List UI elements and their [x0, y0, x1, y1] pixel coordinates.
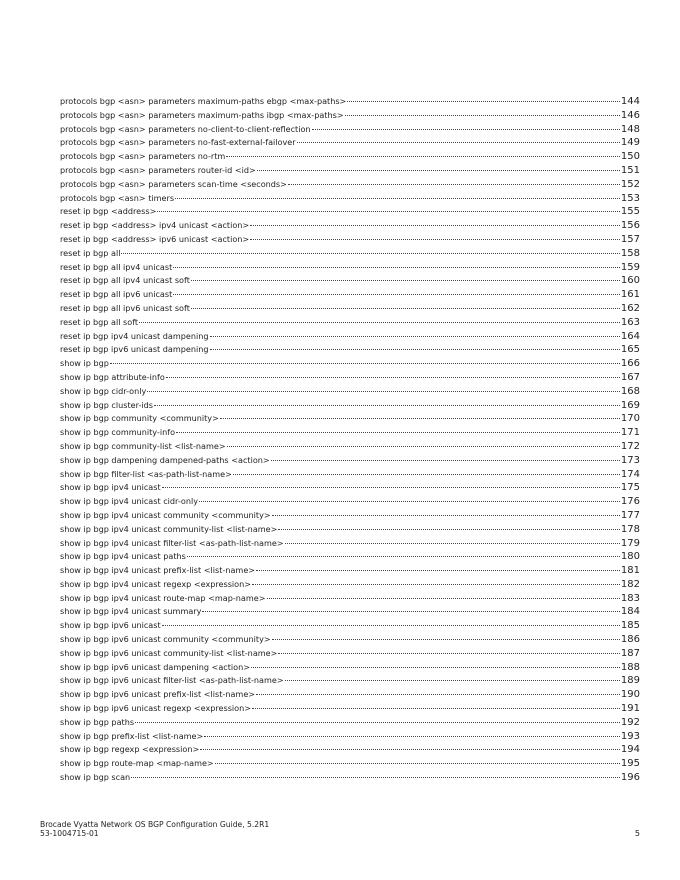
toc-entry-title[interactable]: show ip bgp scan: [60, 772, 131, 783]
toc-entry[interactable]: [60, 164, 640, 178]
toc-leader-dots: [173, 267, 620, 268]
toc-entry[interactable]: [60, 123, 640, 137]
toc-entry-title[interactable]: show ip bgp community-info: [60, 427, 176, 438]
toc-entry[interactable]: [60, 509, 640, 523]
toc-entry-title[interactable]: reset ip bgp all ipv4 unicast soft: [60, 275, 190, 286]
toc-entry-page[interactable]: 157: [620, 233, 640, 245]
toc-entry-title[interactable]: show ip bgp prefix-list <list-name>: [60, 730, 204, 741]
page-footer: [40, 820, 640, 838]
toc-entry-page[interactable]: 169: [620, 399, 640, 411]
toc-leader-dots: [272, 639, 620, 640]
footer-page-number: 5: [634, 829, 640, 838]
toc-entry[interactable]: [60, 357, 640, 371]
toc-entry-title[interactable]: protocols bgp <asn> parameters maximum-paths ibgp <max-paths>: [60, 109, 344, 120]
toc-leader-dots: [121, 253, 619, 254]
toc-entry[interactable]: [60, 578, 640, 592]
toc-entry-title[interactable]: show ip bgp route-map <map-name>: [60, 758, 214, 769]
toc-entry[interactable]: [60, 233, 640, 247]
toc-entry-title[interactable]: reset ip bgp ipv4 unicast dampening: [60, 330, 209, 341]
toc-entry[interactable]: [60, 302, 640, 316]
toc-entry-page[interactable]: 188: [620, 661, 640, 673]
toc-entry-title[interactable]: show ip bgp paths: [60, 716, 135, 727]
toc-entry-title[interactable]: show ip bgp ipv4 unicast prefix-list <list-name>: [60, 565, 256, 576]
toc-leader-dots: [252, 708, 620, 709]
toc-entry-title[interactable]: protocols bgp <asn> parameters router-id <id>: [60, 164, 256, 175]
toc-entry-page[interactable]: 193: [620, 730, 640, 742]
toc-entry[interactable]: [60, 109, 640, 123]
toc-entry[interactable]: [60, 247, 640, 261]
toc-leader-dots: [285, 543, 620, 544]
toc-leader-dots: [162, 487, 620, 488]
toc-entry[interactable]: [60, 150, 640, 164]
toc-entry[interactable]: [60, 592, 640, 606]
toc-entry[interactable]: [60, 481, 640, 495]
toc-entry-page[interactable]: 165: [620, 344, 640, 356]
toc-entry-page[interactable]: 177: [620, 509, 640, 521]
toc-entry[interactable]: [60, 426, 640, 440]
toc-entry-title[interactable]: reset ip bgp all: [60, 247, 121, 258]
toc-leader-dots: [135, 722, 620, 723]
toc-entry-page[interactable]: 159: [620, 261, 640, 273]
footer-guide-title: Brocade Vyatta Network OS BGP Configuration Guide, 5.2R1: [40, 820, 270, 829]
toc-entry-page[interactable]: 164: [620, 330, 640, 342]
toc-entry-page[interactable]: 144: [620, 96, 640, 107]
toc-entry-page[interactable]: 184: [620, 606, 640, 618]
toc-leader-dots: [210, 349, 620, 350]
toc-entry-title[interactable]: show ip bgp attribute-info: [60, 371, 165, 382]
toc-entry-title[interactable]: show ip bgp ipv4 unicast regexp <expression>: [60, 578, 252, 589]
toc-entry[interactable]: [60, 716, 640, 730]
toc-entry-page[interactable]: 166: [620, 358, 640, 370]
toc-entry[interactable]: [60, 316, 640, 330]
toc-entry-title[interactable]: show ip bgp ipv6 unicast: [60, 620, 161, 631]
toc-entry-title[interactable]: reset ip bgp all ipv4 unicast: [60, 261, 173, 272]
toc-entry-title[interactable]: show ip bgp community <community>: [60, 413, 219, 424]
toc-entry[interactable]: [60, 385, 640, 399]
toc-entry[interactable]: [60, 688, 640, 702]
toc-entry-page[interactable]: 174: [620, 468, 640, 480]
toc-entry-title[interactable]: reset ip bgp <address>: [60, 206, 157, 217]
toc-entry-page[interactable]: 156: [620, 220, 640, 232]
toc-leader-dots: [272, 515, 620, 516]
toc-entry[interactable]: [60, 343, 640, 357]
toc-leader-dots: [271, 460, 620, 461]
toc-entry-page[interactable]: 176: [620, 496, 640, 508]
toc-leader-dots: [110, 363, 620, 364]
toc-leader-dots: [288, 184, 620, 185]
toc-leader-dots: [250, 239, 620, 240]
toc-entry-page[interactable]: 162: [620, 302, 640, 314]
toc-leader-dots: [226, 156, 620, 157]
toc-entry-title[interactable]: show ip bgp cluster-ids: [60, 399, 153, 410]
toc-entry[interactable]: [60, 537, 640, 551]
toc-entry-title[interactable]: show ip bgp ipv4 unicast route-map <map-name>: [60, 592, 266, 603]
toc-entry-page[interactable]: 146: [620, 109, 640, 121]
toc-leader-dots: [250, 225, 620, 226]
toc-entry-title[interactable]: protocols bgp <asn> parameters maximum-paths ebgp <max-paths>: [60, 96, 347, 106]
toc-entry-title[interactable]: show ip bgp ipv6 unicast community-list <list-name>: [60, 647, 278, 658]
toc-leader-dots: [204, 736, 620, 737]
toc-entry-title[interactable]: protocols bgp <asn> parameters no-fast-external-failover: [60, 137, 296, 148]
toc-entry-page[interactable]: 153: [620, 192, 640, 204]
toc-entry-title[interactable]: protocols bgp <asn> parameters scan-time <seconds>: [60, 178, 287, 189]
toc-entry-page[interactable]: 163: [620, 316, 640, 328]
toc-entry[interactable]: [60, 468, 640, 482]
toc-entry-title[interactable]: show ip bgp ipv6 unicast filter-list <as-path-list-name>: [60, 675, 284, 686]
toc-entry-title[interactable]: reset ip bgp all soft: [60, 316, 139, 327]
toc-entry-title[interactable]: protocols bgp <asn> parameters no-client-to-client-reflection: [60, 123, 311, 134]
toc-entry-page[interactable]: 173: [620, 454, 640, 466]
toc-entry-page[interactable]: 186: [620, 634, 640, 646]
toc-entry[interactable]: [60, 192, 640, 206]
toc-entry-page[interactable]: 190: [620, 689, 640, 701]
toc-entry-title[interactable]: show ip bgp ipv6 unicast community <community>: [60, 634, 271, 645]
toc-leader-dots: [215, 763, 620, 764]
toc-leader-dots: [175, 198, 620, 199]
toc-leader-dots: [278, 653, 619, 654]
toc-leader-dots: [200, 749, 620, 750]
toc-entry-page[interactable]: 149: [620, 137, 640, 149]
toc-leader-dots: [251, 667, 620, 668]
toc-leader-dots: [278, 529, 619, 530]
toc-entry-title[interactable]: show ip bgp: [60, 358, 109, 369]
toc-entry-title[interactable]: show ip bgp community-list <list-name>: [60, 440, 226, 451]
toc-leader-dots: [199, 501, 620, 502]
toc-entry[interactable]: [60, 454, 640, 468]
toc-entry-page[interactable]: 155: [620, 206, 640, 218]
toc-entry[interactable]: [60, 219, 640, 233]
toc-entry-page[interactable]: 161: [620, 289, 640, 301]
toc-leader-dots: [187, 556, 620, 557]
toc-entry-title[interactable]: reset ip bgp ipv6 unicast dampening: [60, 344, 209, 355]
toc-entry-title[interactable]: show ip bgp ipv4 unicast community-list <list-name>: [60, 523, 278, 534]
footer-doc-number: 53-1004715-01: [40, 829, 99, 838]
toc-leader-dots: [297, 142, 620, 143]
toc-entry[interactable]: [60, 647, 640, 661]
toc-leader-dots: [347, 101, 620, 102]
toc-entry-page[interactable]: 175: [620, 482, 640, 494]
toc-leader-dots: [166, 377, 620, 378]
toc-entry[interactable]: [60, 95, 640, 109]
toc-entry-page[interactable]: 180: [620, 551, 640, 563]
toc-entry[interactable]: [60, 743, 640, 757]
toc-entry-title[interactable]: show ip bgp ipv4 unicast community <community>: [60, 509, 271, 520]
toc-leader-dots: [202, 611, 619, 612]
toc-entry-page[interactable]: 194: [620, 744, 640, 756]
toc-entry-title[interactable]: show ip bgp ipv4 unicast: [60, 482, 161, 493]
toc-entry[interactable]: [60, 261, 640, 275]
toc-entry[interactable]: [60, 440, 640, 454]
toc-leader-dots: [139, 322, 620, 323]
toc-entry-page[interactable]: 168: [620, 385, 640, 397]
toc-entry[interactable]: [60, 605, 640, 619]
toc-leader-dots: [252, 584, 620, 585]
toc-entry-page[interactable]: 160: [620, 275, 640, 287]
toc-entry-page[interactable]: 182: [620, 578, 640, 590]
toc-entry-title[interactable]: protocols bgp <asn> timers: [60, 192, 175, 203]
toc-entry[interactable]: [60, 730, 640, 744]
table-of-contents: [60, 95, 640, 785]
toc-entry[interactable]: [60, 633, 640, 647]
toc-entry-page[interactable]: 158: [620, 247, 640, 259]
toc-entry-page[interactable]: 170: [620, 413, 640, 425]
toc-entry-page[interactable]: 195: [620, 758, 640, 770]
toc-entry-page[interactable]: 172: [620, 440, 640, 452]
toc-leader-dots: [257, 170, 620, 171]
toc-entry-page[interactable]: 150: [620, 151, 640, 163]
toc-leader-dots: [210, 336, 620, 337]
toc-entry[interactable]: [60, 495, 640, 509]
toc-entry-page[interactable]: 178: [620, 523, 640, 535]
toc-entry[interactable]: [60, 757, 640, 771]
toc-leader-dots: [285, 680, 620, 681]
toc-entry-page[interactable]: 181: [620, 565, 640, 577]
toc-entry[interactable]: [60, 288, 640, 302]
toc-leader-dots: [256, 570, 620, 571]
toc-entry[interactable]: [60, 330, 640, 344]
toc-entry[interactable]: [60, 550, 640, 564]
toc-entry[interactable]: [60, 674, 640, 688]
toc-entry-page[interactable]: 192: [620, 716, 640, 728]
toc-entry-page[interactable]: 189: [620, 675, 640, 687]
toc-entry-title[interactable]: show ip bgp ipv6 unicast prefix-list <list-name>: [60, 689, 256, 700]
toc-leader-dots: [147, 391, 620, 392]
toc-entry-page[interactable]: 183: [620, 592, 640, 604]
toc-entry[interactable]: [60, 371, 640, 385]
toc-entry-title[interactable]: show ip bgp filter-list <as-path-list-name>: [60, 468, 232, 479]
toc-entry-title[interactable]: show ip bgp cidr-only: [60, 385, 147, 396]
toc-entry-title[interactable]: show ip bgp ipv6 unicast regexp <expression>: [60, 703, 252, 714]
toc-entry-title[interactable]: show ip bgp regexp <expression>: [60, 744, 200, 755]
toc-leader-dots: [131, 777, 620, 778]
toc-leader-dots: [256, 694, 620, 695]
toc-entry[interactable]: [60, 619, 640, 633]
toc-entry-title[interactable]: show ip bgp ipv4 unicast summary: [60, 606, 202, 617]
toc-leader-dots: [312, 129, 620, 130]
toc-leader-dots: [267, 598, 620, 599]
toc-entry-title[interactable]: reset ip bgp <address> ipv6 unicast <action>: [60, 233, 250, 244]
toc-entry[interactable]: [60, 205, 640, 219]
toc-entry-title[interactable]: show ip bgp ipv4 unicast cidr-only: [60, 496, 199, 507]
toc-leader-dots: [345, 115, 620, 116]
toc-entry[interactable]: [60, 274, 640, 288]
toc-entry-page[interactable]: 179: [620, 537, 640, 549]
toc-entry-title[interactable]: reset ip bgp all ipv6 unicast soft: [60, 302, 190, 313]
toc-leader-dots: [154, 405, 620, 406]
toc-entry-title[interactable]: reset ip bgp <address> ipv4 unicast <action>: [60, 220, 250, 231]
toc-entry-page[interactable]: 191: [620, 703, 640, 715]
toc-entry[interactable]: [60, 412, 640, 426]
toc-entry-page[interactable]: 185: [620, 620, 640, 632]
toc-entry-page[interactable]: 148: [620, 123, 640, 135]
toc-leader-dots: [227, 446, 620, 447]
toc-entry-title[interactable]: protocols bgp <asn> parameters no-rtm: [60, 151, 226, 162]
toc-entry-page[interactable]: 151: [620, 164, 640, 176]
toc-entry-page[interactable]: 196: [620, 772, 640, 784]
toc-entry[interactable]: [60, 178, 640, 192]
toc-entry-title[interactable]: show ip bgp ipv4 unicast paths: [60, 551, 186, 562]
toc-entry-page[interactable]: 167: [620, 371, 640, 383]
toc-entry[interactable]: [60, 564, 640, 578]
toc-entry[interactable]: [60, 399, 640, 413]
toc-leader-dots: [173, 294, 620, 295]
toc-entry-page[interactable]: 187: [620, 647, 640, 659]
toc-entry[interactable]: [60, 523, 640, 537]
toc-entry-title[interactable]: show ip bgp dampening dampened-paths <action>: [60, 454, 270, 465]
toc-entry-title[interactable]: show ip bgp ipv4 unicast filter-list <as-path-list-name>: [60, 537, 284, 548]
toc-entry[interactable]: [60, 136, 640, 150]
toc-leader-dots: [220, 418, 620, 419]
toc-entry-title[interactable]: reset ip bgp all ipv6 unicast: [60, 289, 173, 300]
toc-entry-page[interactable]: 152: [620, 178, 640, 190]
toc-entry[interactable]: [60, 771, 640, 785]
toc-entry-page[interactable]: 171: [620, 427, 640, 439]
toc-leader-dots: [191, 308, 620, 309]
toc-leader-dots: [157, 211, 620, 212]
toc-entry[interactable]: [60, 702, 640, 716]
toc-leader-dots: [233, 474, 620, 475]
toc-leader-dots: [162, 625, 620, 626]
toc-entry[interactable]: [60, 661, 640, 675]
toc-leader-dots: [176, 432, 620, 433]
toc-entry-title[interactable]: show ip bgp ipv6 unicast dampening <action>: [60, 661, 251, 672]
toc-leader-dots: [191, 280, 620, 281]
